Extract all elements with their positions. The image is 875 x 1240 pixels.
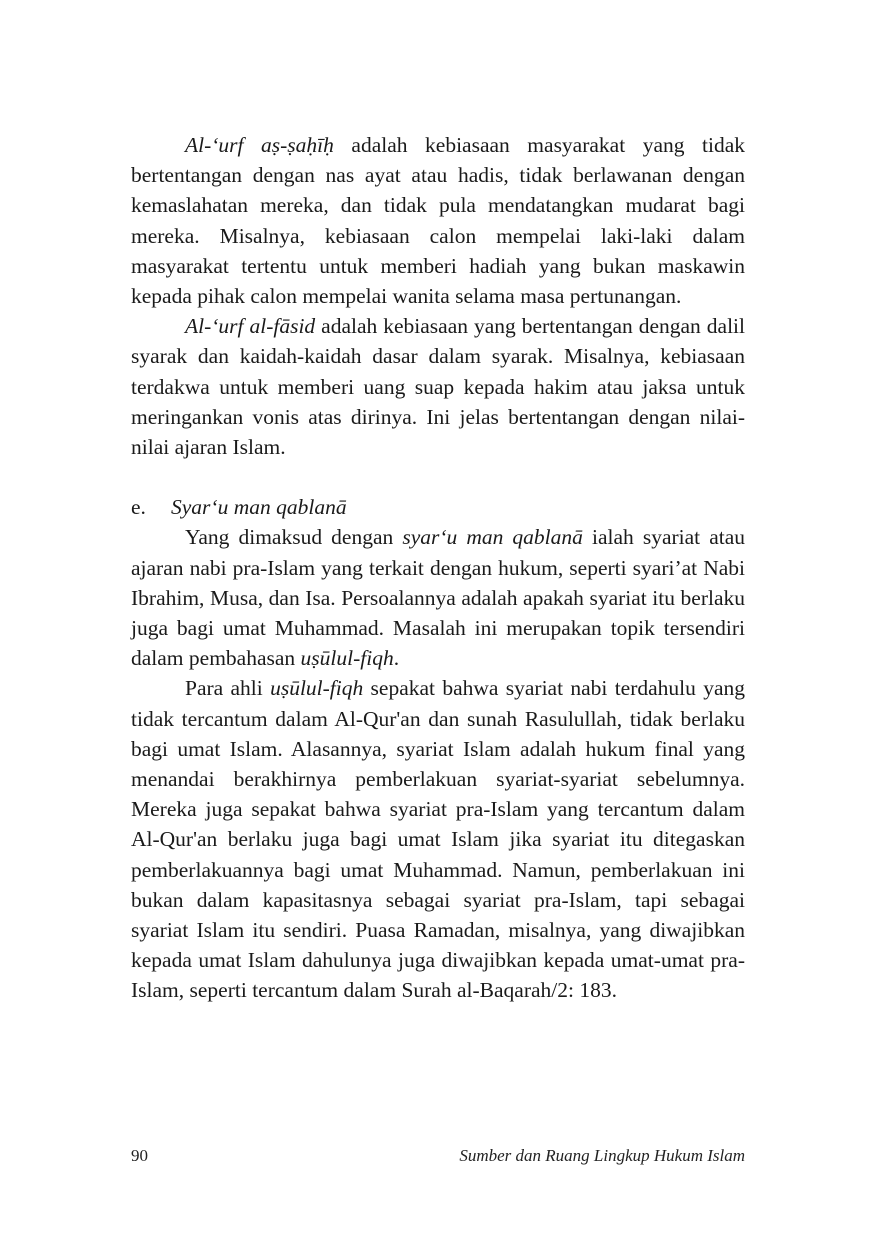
term-usulul-fiqh-2: uṣūlul-fiqh [270, 676, 364, 701]
term-usulul-fiqh: uṣūlul-fiqh [300, 646, 394, 671]
paragraph-ahli-lead: Para ahli [185, 676, 271, 701]
term-syaru-man-qablana: syar‘u man qablanā [402, 525, 583, 550]
paragraph-syaru-tail: . [393, 646, 400, 671]
section-title: Syar‘u man qablanā [171, 495, 347, 520]
section-heading [131, 492, 745, 522]
paragraph-ahli-usul [131, 673, 745, 1005]
paragraph-urf-sahih-text: adalah kebiasaan masyarakat yang tidak bertentangan dengan nas ayat atau hadis, tidak berlawanan dengan kemaslahatan mereka, dan tidak pula mendatangkan mudarat bagi mereka. Misalnya, kebiasaan calon mempelai laki-laki dalam masyarakat tertentu untuk memberi hadiah yang bukan maskawin kepada pihak calon mempelai wanita selama masa pertunangan. [131, 133, 745, 309]
paragraph-urf-fasid-text: adalah kebiasaan yang bertentangan dengan dalil syarak dan kaidah-kaidah dasar dalam syarak. Misalnya, kebiasaan terdakwa untuk memberi uang suap kepada hakim atau jaksa untuk meringankan vonis atas dirinya. Ini jelas bertentangan dengan nilai-nilai ajaran Islam. [131, 314, 745, 460]
page-footer [131, 1146, 745, 1166]
running-footer-title: Sumber dan Ruang Lingkup Hukum Islam [459, 1146, 745, 1165]
term-urf-sahih: Al-‘urf aṣ-ṣaḥīḥ [185, 133, 334, 157]
paragraph-syaru-definition [131, 522, 745, 673]
page-number: 90 [131, 1146, 148, 1165]
paragraph-syaru-lead: Yang dimaksud dengan [185, 525, 403, 550]
paragraph-urf-sahih [131, 130, 745, 311]
paragraph-urf-fasid [131, 311, 745, 462]
section-letter: e. [131, 495, 146, 520]
page-body [131, 130, 745, 1006]
paragraph-syaru-mid: ialah syariat atau ajaran nabi pra-Islam yang terkait dengan hukum, seperti syari’at Nabi Ibrahim, Musa, dan Isa. Persoalannya adalah apakah syariat itu berlaku juga bagi umat Muhammad. Masalah ini merupakan topik tersendiri dalam pembahasan [131, 525, 746, 671]
paragraph-ahli-text: sepakat bahwa syariat nabi terdahulu yang tidak tercantum dalam Al-Qur'an dan sunah Rasulullah, tidak berlaku bagi umat Islam. Alasannya, syariat Islam adalah hukum final yang menandai berakhirnya pemberlakuan syariat-syariat sebelumnya. Mereka juga sepakat bahwa syariat pra-Islam yang tercantum dalam Al-Qur'an berlaku juga bagi umat Islam jika syariat itu ditegaskan pemberlakuannya bagi umat Muhammad. Namun, pemberlakuan ini bukan dalam kapasitasnya sebagai syariat pra-Islam, tapi sebagai syariat Islam itu sendiri. Puasa Ramadan, misalnya, yang diwajibkan kepada umat Islam dahulunya juga diwajibkan kepada umat-umat pra-Islam, seperti tercantum dalam Surah al-Baqarah/2: 183. [131, 676, 746, 1003]
term-urf-fasid: Al-‘urf al-fāsid [185, 314, 316, 339]
